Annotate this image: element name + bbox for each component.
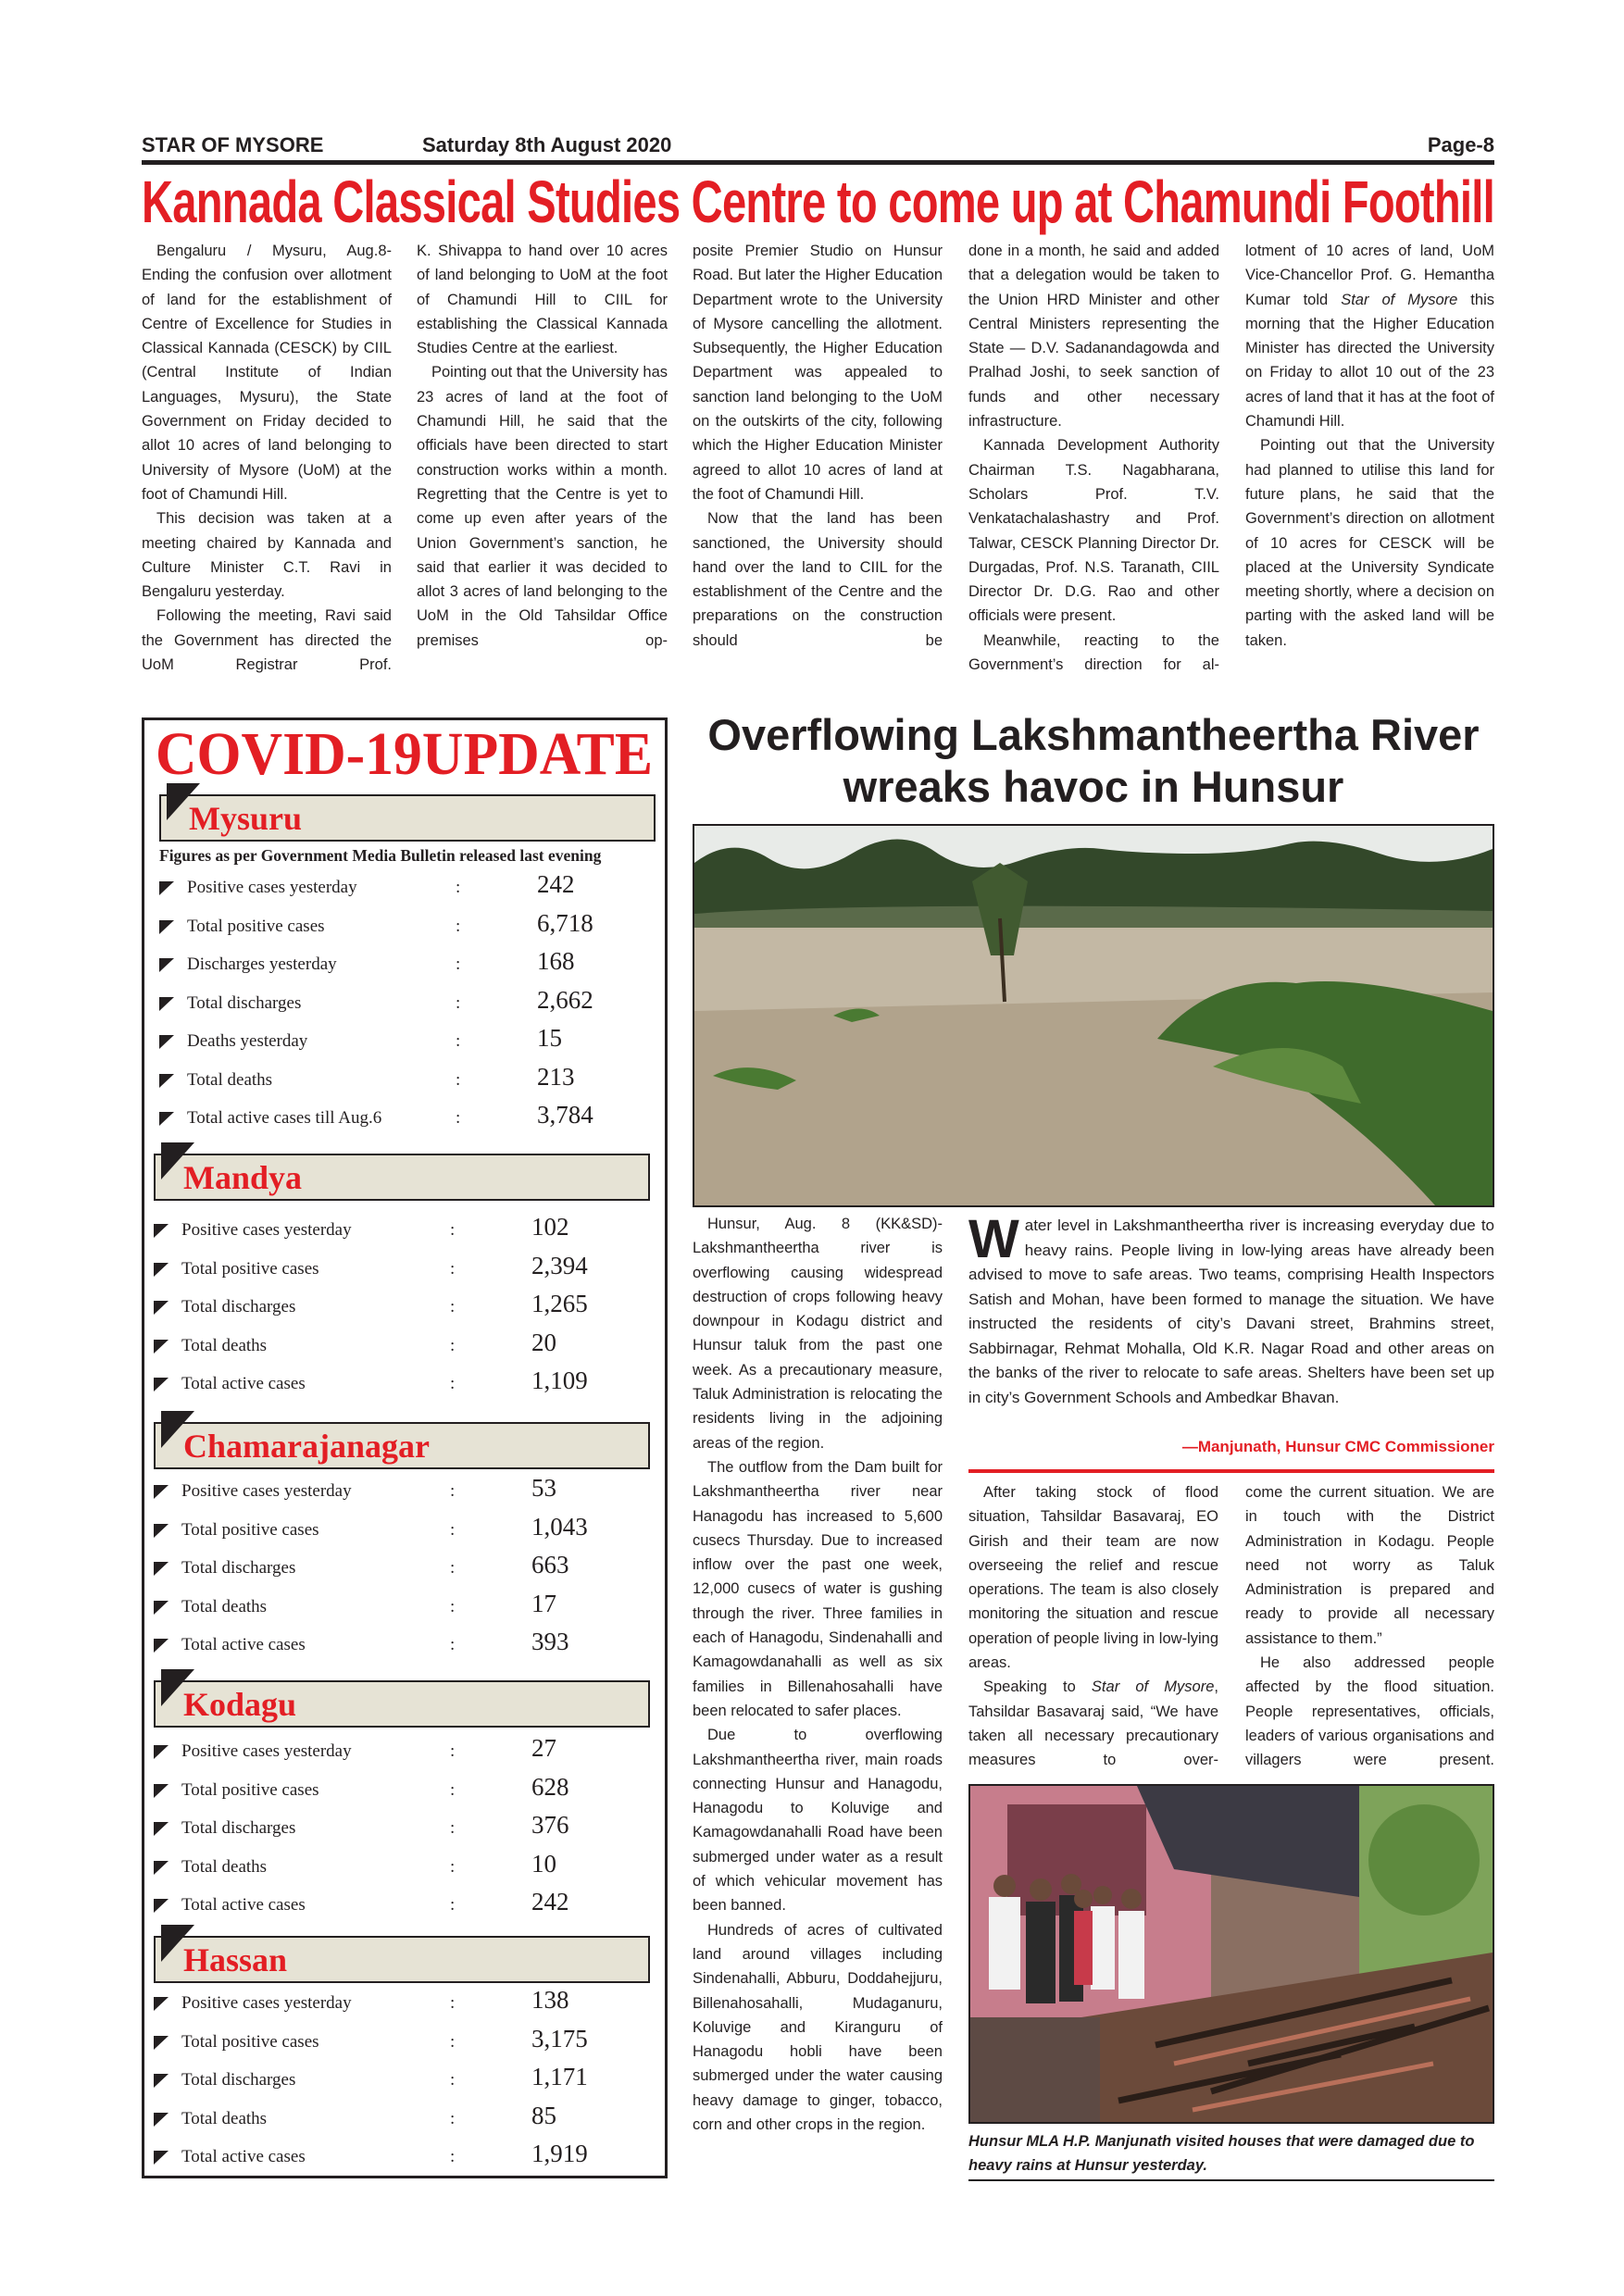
paragraph-text: Now that the land has been sanctioned, the University should hand over the land to CIIL for the establishment of the Centre and the preparations on the construction should be: [693, 510, 943, 649]
stat-label: Deaths yesterday: [187, 1031, 308, 1052]
bullet-triangle-icon: [154, 1562, 169, 1576]
stat-colon: :: [450, 1519, 456, 1540]
paragraph-text: this morning that the Higher Education Minister has directed the University on Friday to allot 10 out of the 23 acres of land that it has at the foot of Chamundi Hill.: [1245, 291, 1494, 430]
bullet-triangle-icon: [154, 1601, 169, 1615]
newspaper-name: STAR OF MYSORE: [142, 133, 324, 156]
paragraph: [1245, 239, 1494, 433]
stat-label: Total active cases till Aug.6: [187, 1108, 382, 1129]
stat-value: 102: [531, 1213, 569, 1242]
district-header-kodagu: [154, 1680, 650, 1728]
stat-value: 1,043: [531, 1512, 588, 1541]
covid-source-note: Figures as per Government Media Bulletin released last evening: [159, 846, 602, 865]
stat-row: [159, 984, 656, 1023]
bullet-triangle-icon: [159, 958, 174, 972]
stat-row: [159, 1061, 656, 1100]
stat-value: 242: [537, 870, 575, 899]
paragraph-text: Kannada Development Authority Chairman T.S. Nagabharana, Scholars Prof. T.V. Venkatachalashastry and Prof. Talwar, CESCK Planning Director Dr. Durgadas, Prof. N.S. Taranath, CIIL Director Dr. D.G. Rao and other officials were present.: [968, 437, 1219, 625]
paragraph-text: posite Premier Studio on Hunsur Road. But later the Higher Education Department wrote to the University of Mysore cancelling the allotment. Subsequently, the Higher Education Department was appealed to sanction land belonging to the UoM on the outskirts of the city, following which the Higher Education Minister agreed to allot 10 acres of land at the foot of Chamundi Hill.: [693, 243, 943, 503]
bullet-triangle-icon: [159, 1112, 174, 1126]
photo-caption: Hunsur MLA H.P. Manjunath visited houses that were damaged due to heavy rains at Hunsur yesterday.: [968, 2129, 1494, 2181]
stat-row: [154, 1549, 650, 1588]
stat-colon: :: [450, 1635, 456, 1655]
bullet-triangle-icon: [154, 1263, 169, 1277]
stat-row: [154, 2138, 650, 2177]
stat-row: [154, 1288, 650, 1327]
paragraph-text: done in a month, he said and added that a delegation would be taken to the Union HRD Minister and other Central Ministers representing the State — D.V. Sadanandagowda and Pralhad Joshi, to seek sanction of funds and other necessary infrastructure.: [968, 243, 1219, 430]
stat-row: [159, 1022, 656, 1061]
district-stats: [159, 868, 656, 1138]
paragraph-text: Pointing out that the University has 23 acres of land at the foot of Chamundi Hill, he said that the officials have been directed to start construction works within a month. Regretting that the Centre is yet to come up even after years of the Union Government’s sanction, he said that earlier it was decided to allot 3 acres of land belonging to the UoM in the Old Tahsildar Office premises op-: [417, 364, 668, 649]
district-header-mandya: [154, 1154, 650, 1201]
drop-cap: W: [968, 1209, 1019, 1269]
stat-label: Positive cases yesterday: [181, 1220, 352, 1241]
stat-label: Total discharges: [187, 992, 302, 1013]
paragraph-text: Speaking to: [983, 1678, 1092, 1696]
paragraph-text: Due to overflowing Lakshmantheertha river, main roads connecting Hunsur and Hanagodu, Hanagodu to Koluvige and Kamagowdanahalli Road have been submerged under water as a result of which vehicular movement has been banned.: [693, 1727, 943, 1915]
paragraph-text: This decision was taken at a meeting chaired by Kannada and Culture Minister C.T. Ravi in Bengaluru yesterday.: [142, 510, 392, 601]
district-stats: [154, 1211, 650, 1404]
italic-publication-name: Star of Mysore: [1341, 291, 1458, 308]
paragraph: [968, 1675, 1218, 1772]
stat-label: Total discharges: [181, 1297, 296, 1317]
paragraph-text: come the current situation. We are in touch with the District Administration in Kodagu. People need not worry as Taluk Administration is prepared and ready to provide all necessary assistance to them.”: [1245, 1484, 1494, 1647]
stat-colon: :: [456, 955, 461, 975]
paragraph: [968, 433, 1219, 628]
stat-colon: :: [456, 1108, 461, 1129]
paragraph: [693, 239, 943, 506]
stat-row: [154, 1250, 650, 1289]
commissioner-quote: [968, 1209, 1494, 1410]
paragraph: [968, 629, 1219, 678]
paragraph: [417, 360, 668, 653]
stat-label: Discharges yesterday: [187, 955, 337, 975]
stat-colon: :: [450, 1374, 456, 1394]
bullet-triangle-icon: [154, 1301, 169, 1315]
stat-row: [159, 868, 656, 907]
district-stats: [154, 1472, 650, 1665]
stat-row: [154, 1771, 650, 1810]
paragraph-text: He also addressed people affected by the flood situation. People representatives, officials, leaders of various organisations and villagers were present.: [1245, 1654, 1494, 1769]
stat-value: 2,662: [537, 985, 593, 1014]
stat-colon: :: [450, 1258, 456, 1279]
bullet-triangle-icon: [154, 1997, 169, 2011]
bullet-triangle-icon: [154, 1745, 169, 1759]
stat-value: 10: [531, 1849, 556, 1878]
stat-colon: :: [456, 878, 461, 898]
masthead-rule: [142, 160, 1494, 165]
stat-colon: :: [456, 1069, 461, 1090]
paragraph-text: Hunsur, Aug. 8 (KK&SD)- Lakshmantheertha river is overflowing causing widespread destruction of crops following heavy downpour in Kodagu district and Hunsur taluk from the past one week. As a precautionary measure, Taluk Administration is relocating the residents living in the adjoining areas of the region.: [693, 1216, 943, 1452]
paragraph-text: The outflow from the Dam built for Lakshmantheertha river near Hanagodu has increased to 5,600 cusecs Thursday. Due to increased inflow over the past one week, 12,000 cusecs of water is gushing through the river. Three families in each of Hanagodu, Sindenahalli and Kamagowdanahalli as well as six families in Billenahosahalli have been relocated to safer places.: [693, 1458, 943, 1719]
stat-colon: :: [450, 1335, 456, 1355]
district-header-hassan: [154, 1936, 650, 1983]
top-article-column-1: [142, 239, 392, 702]
stat-value: 376: [531, 1811, 569, 1840]
stat-label: Total active cases: [181, 1895, 306, 1915]
stat-value: 27: [531, 1734, 556, 1763]
district-name: Mandya: [183, 1159, 303, 1196]
river-article-body: [693, 1212, 943, 2184]
stat-colon: :: [450, 1856, 456, 1877]
stat-row: [154, 1848, 650, 1887]
district-stats: [154, 1984, 650, 2177]
stat-label: Total deaths: [181, 1856, 268, 1877]
river-lower-column-2: [1245, 1480, 1494, 1775]
bullet-triangle-icon: [154, 1485, 169, 1499]
stat-value: 15: [537, 1024, 562, 1053]
paragraph: [417, 239, 668, 360]
stat-label: Total deaths: [181, 1596, 268, 1616]
paragraph: [693, 1212, 943, 1455]
stat-label: Total deaths: [181, 2108, 268, 2128]
stat-row: [154, 1327, 650, 1366]
stat-value: 628: [531, 1772, 569, 1801]
stat-value: 1,171: [531, 2063, 588, 2091]
stat-colon: :: [450, 1993, 456, 2014]
bullet-triangle-icon: [159, 920, 174, 934]
stat-colon: :: [456, 1031, 461, 1052]
quote-divider: [968, 1469, 1494, 1473]
bullet-triangle-icon: [154, 2036, 169, 2050]
stat-row: [154, 1984, 650, 2023]
paragraph: [142, 604, 392, 677]
stat-value: 20: [531, 1328, 556, 1356]
bullet-triangle-icon: [154, 1861, 169, 1875]
stat-colon: :: [450, 1895, 456, 1915]
stat-row: [154, 1511, 650, 1550]
stat-value: 1,265: [531, 1290, 588, 1318]
stat-colon: :: [450, 1596, 456, 1616]
paragraph: [968, 239, 1219, 433]
paragraph: [1245, 433, 1494, 653]
damaged-house-photo: [968, 1784, 1494, 2124]
stat-label: Total active cases: [181, 1635, 306, 1655]
paragraph-text: , Tahsildar Basavaraj said, “We have taken all necessary precautionary measures to over-: [968, 1678, 1218, 1769]
district-header-chamarajanagar: [154, 1422, 650, 1469]
paragraph-text: Bengaluru / Mysuru, Aug.8- Ending the confusion over allotment of land for the establishment of Centre of Excellence for Studies in Classical Kannada (CESCK) by CIIL (Central Institute of Indian Languages, Mysuru), the State Government on Friday decided to allot 10 acres of land belonging to University of Mysore (UoM) at the foot of Chamundi Hill.: [142, 243, 392, 503]
stat-label: Total active cases: [181, 1374, 306, 1394]
paragraph-text: Hundreds of acres of cultivated land around villages including Sindenahalli, Abburu, Doddahejjuru, Billenahosahalli, Mudaganuru, Koluvige and Kiranguru of Hanagodu hobli have been submerged under the water causing heavy damage to ginger, tobacco, corn and other crops in the region.: [693, 1921, 943, 2133]
stat-row: [154, 1809, 650, 1848]
paragraph-text: After taking stock of flood situation, Tahsildar Basavaraj, EO Girish and their team are now overseeing the relief and rescue operations. The team is also closely monitoring the situation and rescue operation of people living in low-lying areas.: [968, 1484, 1218, 1672]
stat-colon: :: [450, 1220, 456, 1241]
stat-colon: :: [450, 1558, 456, 1578]
bullet-triangle-icon: [154, 1524, 169, 1538]
stat-row: [154, 1472, 650, 1511]
river-article-headline: Overflowing Lakshmantheertha River wreaks havoc in Hunsur: [707, 710, 1480, 811]
stat-colon: :: [450, 1779, 456, 1800]
stat-colon: :: [450, 1741, 456, 1762]
bullet-triangle-icon: [159, 1035, 174, 1049]
covid-title-text: COVID-19UPDATE: [156, 720, 653, 788]
stat-value: 17: [531, 1589, 556, 1617]
stat-label: Positive cases yesterday: [181, 1741, 352, 1762]
stat-value: 242: [531, 1888, 569, 1916]
paragraph: [1245, 1480, 1494, 1651]
bullet-triangle-icon: [154, 1899, 169, 1913]
stat-label: Total discharges: [181, 2070, 296, 2090]
stat-colon: :: [450, 2147, 456, 2167]
stat-colon: :: [450, 2108, 456, 2128]
paragraph: [1245, 1651, 1494, 1772]
district-name: Mysuru: [189, 800, 303, 837]
stat-row: [154, 2023, 650, 2062]
stat-row: [154, 1365, 650, 1404]
flooded-river-photo: [693, 824, 1494, 1207]
stat-value: 138: [531, 1986, 569, 2015]
bullet-triangle-icon: [154, 1784, 169, 1798]
stat-label: Total positive cases: [181, 1519, 319, 1540]
paragraph-text: Following the meeting, Ravi said the Government has directed the UoM Registrar Prof.: [142, 607, 392, 674]
district-stats: [154, 1732, 650, 1925]
district-name: Chamarajanagar: [183, 1428, 430, 1465]
stat-row: [159, 1099, 656, 1138]
stat-label: Total discharges: [181, 1818, 296, 1839]
bullet-triangle-icon: [154, 1224, 169, 1238]
paragraph: [142, 239, 392, 506]
paragraph-text: K. Shivappa to hand over 10 acres of land belonging to UoM at the foot of Chamundi Hill to CIIL for establishing the Classical Kannada Studies Centre at the earliest.: [417, 243, 668, 357]
district-name: Hassan: [183, 1941, 288, 1978]
stat-value: 53: [531, 1474, 556, 1503]
italic-publication-name: Star of Mysore: [1091, 1678, 1215, 1696]
stat-row: [154, 1886, 650, 1925]
stat-label: Total discharges: [181, 1558, 296, 1578]
top-article-column-5: [1245, 239, 1494, 702]
stat-row: [159, 945, 656, 984]
stat-value: 6,718: [537, 908, 593, 937]
paragraph: [693, 1455, 943, 1723]
top-article-column-2: [417, 239, 668, 702]
stat-label: Total positive cases: [187, 916, 325, 936]
bullet-triangle-icon: [154, 2151, 169, 2165]
stat-row: [154, 1588, 650, 1627]
stat-label: Total active cases: [181, 2147, 306, 2167]
stat-label: Total positive cases: [181, 2031, 319, 2052]
stat-value: 393: [531, 1628, 569, 1656]
stat-colon: :: [450, 1481, 456, 1502]
paragraph: [142, 506, 392, 604]
stat-value: 1,109: [531, 1366, 588, 1395]
stat-value: 85: [531, 2101, 556, 2129]
district-name: Kodagu: [183, 1686, 297, 1723]
stat-value: 1,919: [531, 2140, 588, 2168]
paragraph: [693, 1723, 943, 1917]
stat-value: 3,175: [531, 2024, 588, 2053]
top-article-headline-text: Kannada Classical Studies Centre to come up at Chamundi Foothill: [142, 168, 1494, 235]
stat-row: [154, 1626, 650, 1665]
covid-title: [156, 720, 687, 788]
quote-text: ater level in Lakshmantheertha river is increasing everyday due to heavy rains. People living in low-lying areas have already been advised to move to safe areas. Two teams, comprising Health Inspectors Satish and Mohan, have been formed to manage the situation. We have instructed the residents of city’s Davani street, Brahmins street, Sabbirnagar, Rehmat Mohalla, Old K.R. Nagar Road and other areas on the banks of the river to relocate to safe areas. Shelters have been set up in city’s Government Schools and Ambedkar Bhavan.: [968, 1217, 1494, 1406]
bullet-triangle-icon: [154, 1822, 169, 1836]
issue-date: Saturday 8th August 2020: [422, 133, 672, 156]
stat-colon: :: [450, 1297, 456, 1317]
bullet-triangle-icon: [159, 997, 174, 1011]
bullet-triangle-icon: [159, 1074, 174, 1088]
stat-value: 663: [531, 1551, 569, 1579]
top-article-column-3: [693, 239, 943, 702]
paragraph: [968, 1480, 1218, 1675]
stat-row: [159, 907, 656, 946]
stat-value: 2,394: [531, 1251, 588, 1279]
stat-label: Positive cases yesterday: [181, 1481, 352, 1502]
bullet-triangle-icon: [154, 1639, 169, 1653]
stat-label: Positive cases yesterday: [187, 878, 357, 898]
paragraph-text: Meanwhile, reacting to the Government’s direction for al-: [968, 631, 1219, 674]
stat-label: Total positive cases: [181, 1258, 319, 1279]
quote-attribution: —Manjunath, Hunsur CMC Commissioner: [1181, 1438, 1494, 1455]
bullet-triangle-icon: [154, 1340, 169, 1354]
top-article-column-4: [968, 239, 1219, 702]
stat-value: 213: [537, 1062, 575, 1091]
river-lower-column-1: [968, 1480, 1218, 1775]
page-number: Page-8: [1427, 133, 1494, 156]
bullet-triangle-icon: [159, 881, 174, 895]
bullet-triangle-icon: [154, 2074, 169, 2088]
stat-label: Total deaths: [187, 1069, 273, 1090]
bullet-triangle-icon: [154, 2113, 169, 2127]
stat-row: [154, 1732, 650, 1771]
stat-colon: :: [450, 1818, 456, 1839]
stat-colon: :: [450, 2070, 456, 2090]
stat-value: 3,784: [537, 1101, 593, 1129]
stat-label: Total positive cases: [181, 1779, 319, 1800]
bullet-triangle-icon: [154, 1378, 169, 1391]
paragraph-text: lotment of 10 acres of land, UoM Vice-Chancellor Prof. G. Hemantha Kumar told: [1245, 243, 1494, 308]
stat-value: 168: [537, 947, 575, 976]
stat-colon: :: [456, 992, 461, 1013]
stat-row: [154, 2061, 650, 2100]
stat-row: [154, 2100, 650, 2139]
paragraph: [693, 506, 943, 653]
district-header-mysuru: [159, 794, 656, 842]
top-article-headline: [142, 168, 1624, 235]
stat-colon: :: [456, 916, 461, 936]
stat-label: Positive cases yesterday: [181, 1993, 352, 2014]
stat-colon: :: [450, 2031, 456, 2052]
paragraph-text: Pointing out that the University had planned to utilise this land for future plans, he said that the Government’s direction on allotment of 10 acres for CESCK will be placed at the University Syndicate meeting shortly, where a decision on parting with the asked land will be taken.: [1245, 437, 1494, 649]
stat-row: [154, 1211, 650, 1250]
paragraph: [693, 1918, 943, 2138]
stat-label: Total deaths: [181, 1335, 268, 1355]
